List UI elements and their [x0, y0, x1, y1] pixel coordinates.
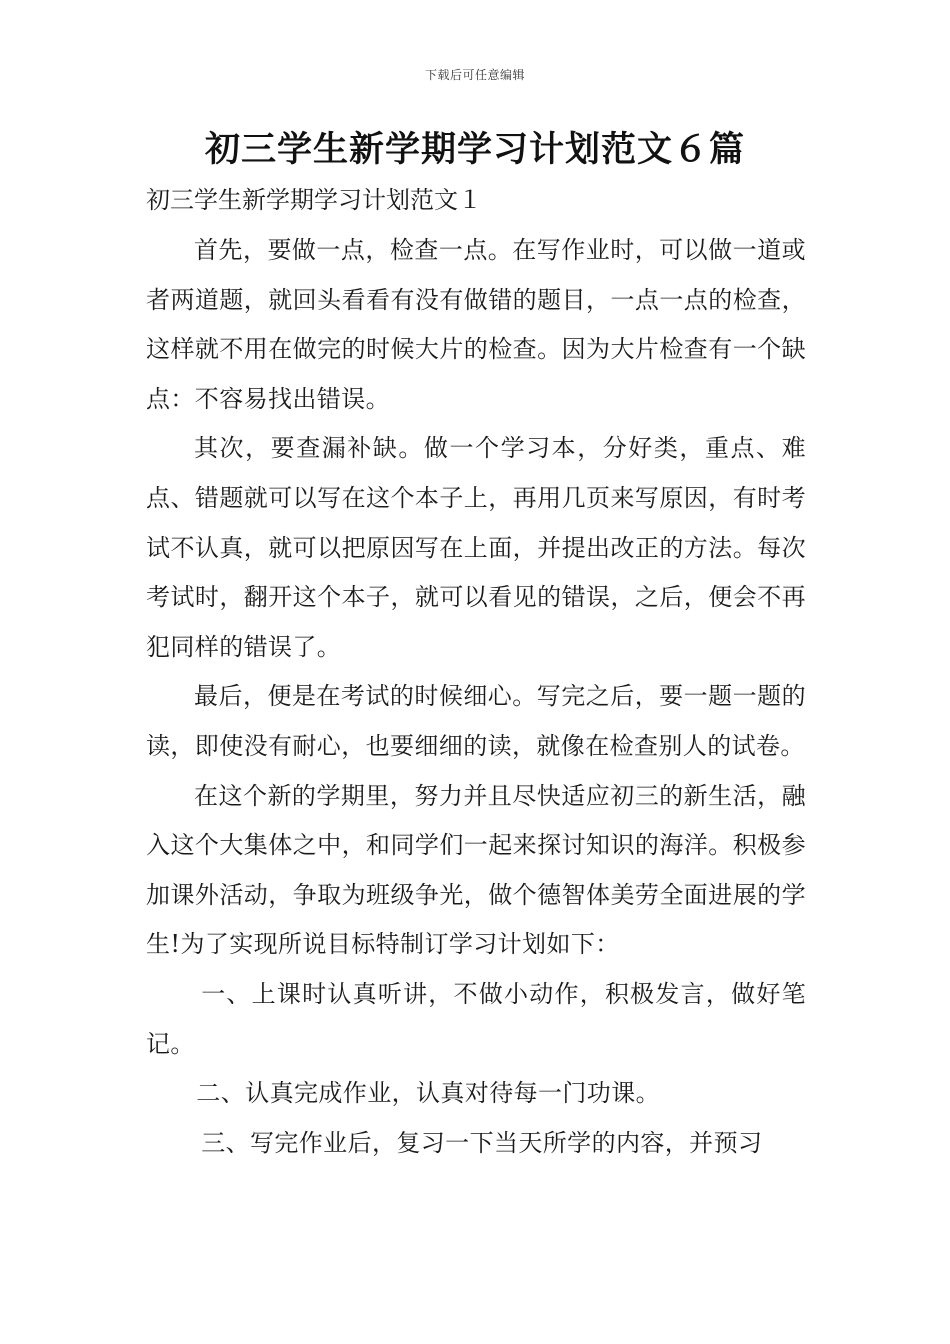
- document-body: [146, 226, 806, 1168]
- plan-item: 一、上课时认真听讲，不做小动作，积极发言，做好笔记。: [146, 979, 806, 1058]
- paragraph: 首先，要做一点，检查一点。在写作业时，可以做一道或者两道题，就回头看看有没有做错的题目，一点一点的检查，这样就不用在做完的时候大片的检查。因为大片检查有一个缺点：不容易找出错误。: [146, 236, 806, 413]
- document-title: 初三学生新学期学习计划范文６篇: [204, 130, 745, 170]
- paragraph: 最后，便是在考试的时候细心。写完之后，要一题一题的读，即使没有耐心，也要细细的读，就像在检查别人的试卷。: [146, 682, 806, 760]
- plan-item: 二、认真完成作业，认真对待每一门功课。: [196, 1079, 660, 1108]
- paragraph: 在这个新的学期里，努力并且尽快适应初三的新生活，融入这个大集体之中，和同学们一起来探讨知识的海洋。积极参加课外活动，争取为班级争光，做个德智体美劳全面进展的学生!为了实现所说目标特制订学习计划如下：: [146, 781, 806, 959]
- plan-item: 三、写完作业后，复习一下当天所学的内容，并预习: [201, 1128, 763, 1157]
- section-heading: 初三学生新学期学习计划范文１: [146, 186, 482, 214]
- header-note: 下载后可任意编辑: [424, 68, 525, 82]
- paragraph: 其次，要查漏补缺。做一个学习本，分好类，重点、难点、错题就可以写在这个本子上，再用几页来写原因，有时考试不认真，就可以把原因写在上面，并提出改正的方法。每次考试时，翻开这个本子，就可以看见的错误，之后，便会不再犯同样的错误了。: [146, 434, 806, 661]
